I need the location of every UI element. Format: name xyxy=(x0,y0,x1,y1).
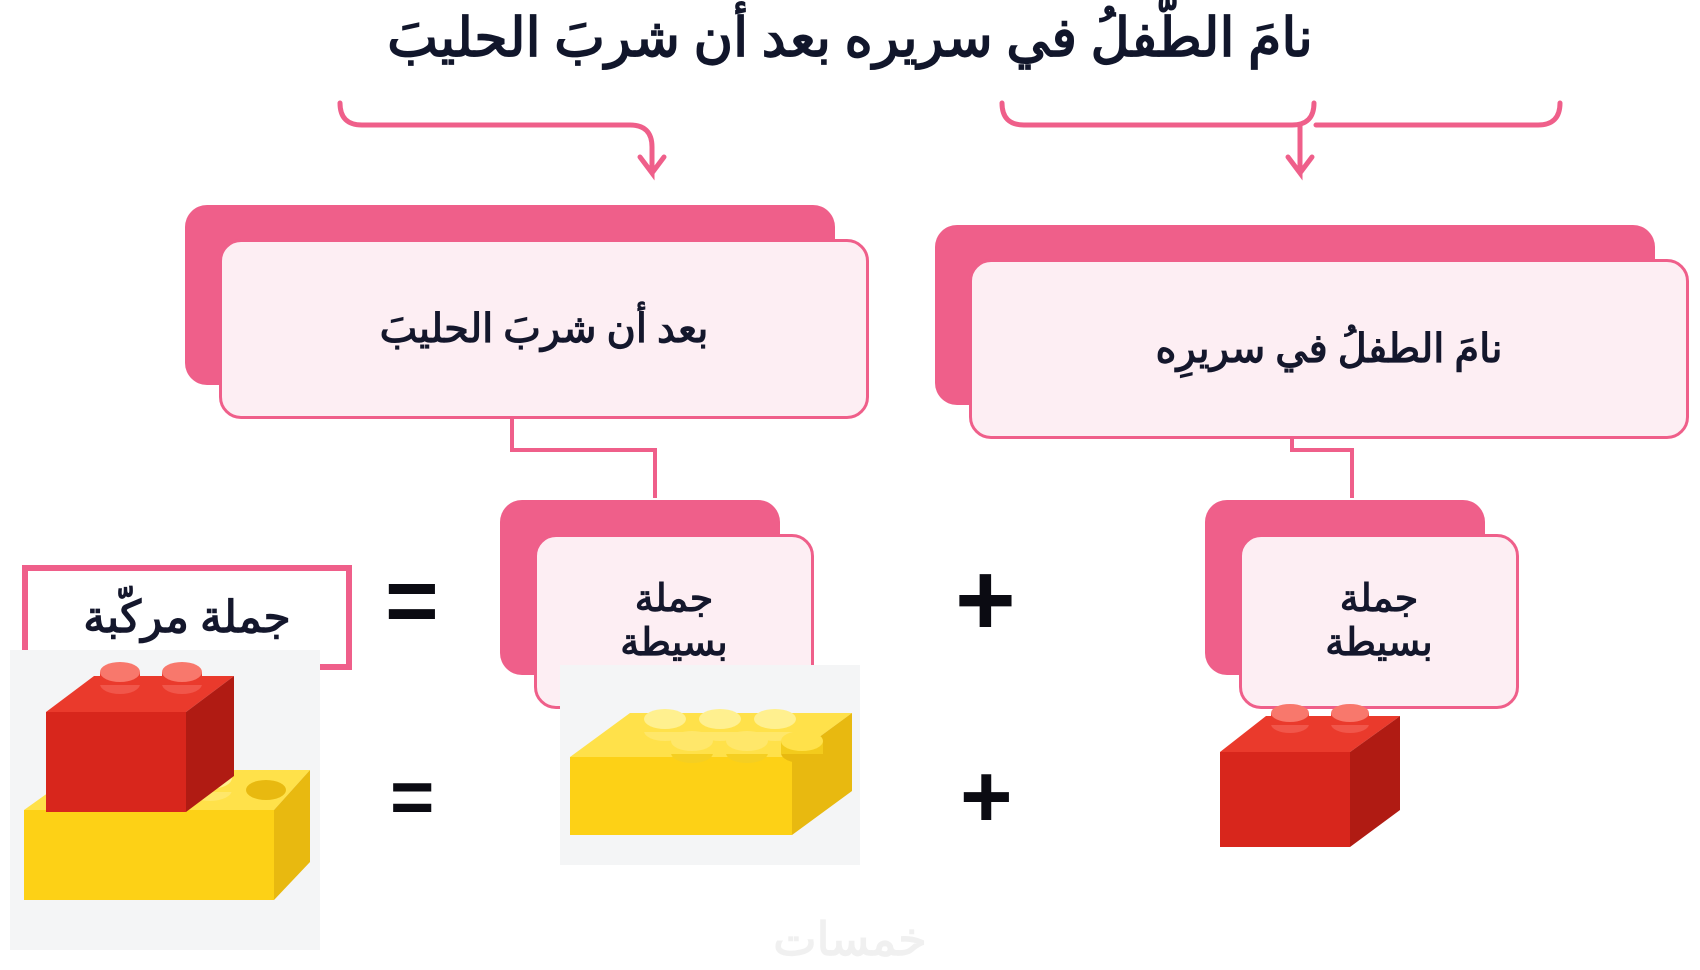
lego-brick-yellow-icon xyxy=(560,665,860,865)
plus-sign-top: + xyxy=(955,542,1016,658)
card-clause-left[interactable] xyxy=(185,205,835,385)
lego-stack-icon xyxy=(10,650,320,950)
main-sentence: نامَ الطّفلُ في سريره بعد أن شربَ الحليبَ xyxy=(387,8,1313,68)
equals-sign-bottom: = xyxy=(390,755,435,840)
card-face xyxy=(1239,534,1519,709)
clause-left-text: بعد أن شربَ الحليبَ xyxy=(379,306,709,351)
card-face xyxy=(219,239,869,419)
compound-label: جملة مركّبة xyxy=(83,593,291,642)
bracket-right xyxy=(1002,103,1314,125)
simple-label-left: جملة بسيطة xyxy=(620,577,728,664)
plus-sign-bottom: + xyxy=(960,747,1013,847)
card-face xyxy=(969,259,1689,439)
watermark-text: خمسات xyxy=(773,914,927,965)
lego-brick-red-icon xyxy=(1200,690,1440,875)
equals-sign-top: = xyxy=(385,550,439,652)
bracket-group xyxy=(0,95,1700,205)
card-simple-sentence-left[interactable] xyxy=(500,500,780,675)
simple-label-right: جملة بسيطة xyxy=(1325,577,1433,664)
card-simple-sentence-right[interactable] xyxy=(1205,500,1485,675)
bracket-right-arrow xyxy=(1288,125,1312,173)
bracket-right-tail xyxy=(1316,103,1560,125)
clause-right-text: نامَ الطفلُ في سريرِه xyxy=(1155,326,1503,371)
bracket-left xyxy=(340,103,664,173)
card-clause-right[interactable] xyxy=(935,225,1655,405)
